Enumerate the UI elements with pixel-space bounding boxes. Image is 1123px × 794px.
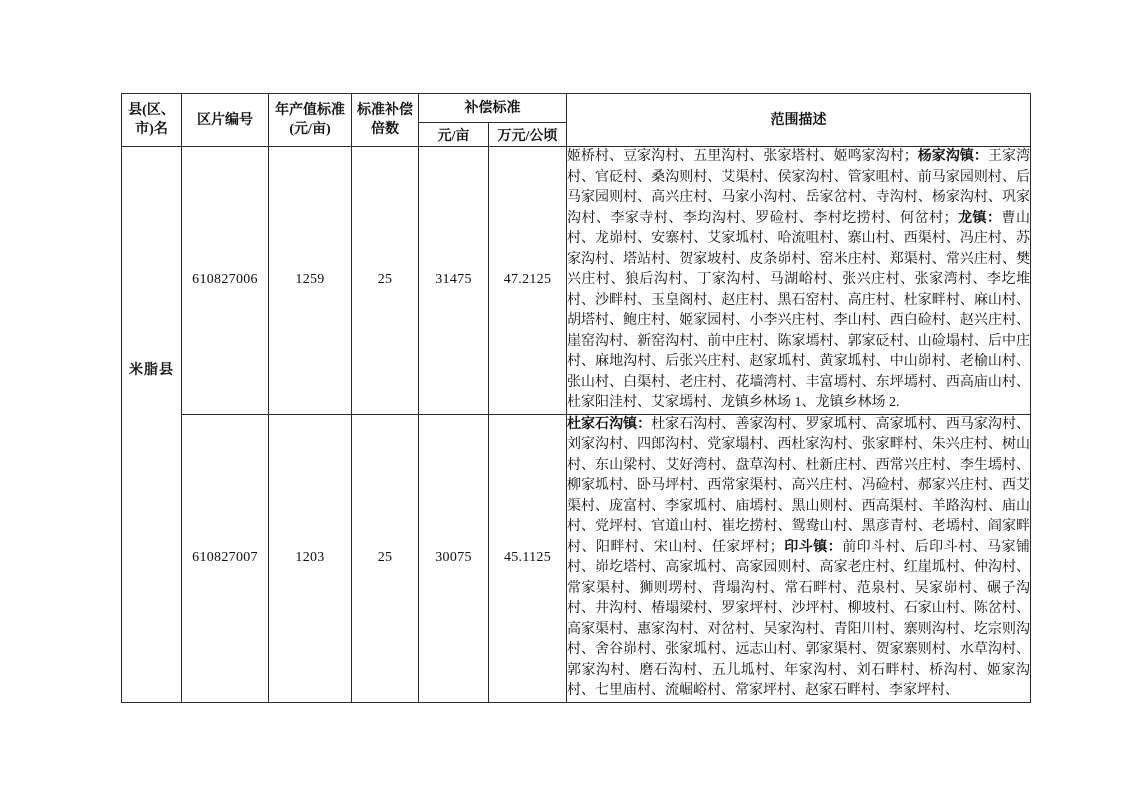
comp-yuan-mu-cell: 31475 (419, 147, 489, 415)
multiplier-cell: 25 (352, 414, 419, 702)
scope-description: 姬桥村、豆家沟村、五里沟村、张家塔村、姬鸣家沟村；杨家沟镇：王家湾村、官砭村、桑沟则村、艾渠村、侯家沟村、管家咀村、前马家园则村、后马家园则村、高兴庄村、马家小沟村、岳家岔村、寺沟村、杨家沟村、巩家沟村、李家寺村、李均沟村、罗硷村、李村圪捞村、何岔村；龙镇：曹山村、龙峁村、安寨村、艾家坬村、哈流咀村、寨山村、西渠村、冯庄村、苏家沟村、塔站村、贺家坡村、皮条峁村、窑米庄村、郑渠村、常兴庄村、樊兴庄村、狼后沟村、丁家沟村、马湖峪村、张兴庄村、张家湾村、李圪堆村、沙畔村、玉皇阁村、赵庄村、黑石窑村、高庄村、杜家畔村、麻山村、胡塔村、鲍庄村、姬家园村、小李兴庄村、李山村、西白硷村、赵兴庄村、崖窑沟村、新窑沟村、前中庄村、陈家墕村、郭家砭村、山硷塌村、后中庄村、麻地沟村、后张兴庄村、赵家坬村、黄家坬村、中山峁村、老榆山村、张山村、白渠村、老庄村、花墙湾村、丰富墕村、东坪墕村、西高庙山村、杜家阳洼村、艾家墕村、龙镇乡林场 1、龙镇乡林场 2. (567, 147, 1031, 415)
table-row (122, 147, 1031, 415)
county-name: 米脂县 (129, 362, 174, 378)
county-cell (122, 147, 182, 703)
header-zone-code: 区片编号 (182, 94, 269, 147)
header-yuan-per-mu: 元/亩 (419, 123, 489, 147)
header-compensation: 补偿标准 (419, 94, 567, 123)
comp-wanyuan-hectare-cell: 47.2125 (489, 147, 567, 415)
multiplier-cell: 25 (352, 147, 419, 415)
header-wanyuan-per-hectare: 万元/公顷 (489, 123, 567, 147)
zone-code-cell: 610827007 (182, 414, 269, 702)
table-row (122, 414, 1031, 702)
annual-value-cell: 1203 (269, 414, 352, 702)
header-multiplier: 标准补偿倍数 (352, 94, 419, 147)
comp-wanyuan-hectare-cell: 45.1125 (489, 414, 567, 702)
header-county: 县(区、市)名 (122, 94, 182, 147)
annual-value-cell: 1259 (269, 147, 352, 415)
compensation-standard-table (121, 93, 1031, 703)
scope-description: 杜家石沟镇：杜家石沟村、善家沟村、罗家坬村、高家坬村、西马家沟村、刘家沟村、四郎沟村、党家塌村、西杜家沟村、张家畔村、朱兴庄村、树山村、东山梁村、艾好湾村、盘草沟村、杜新庄村、西常兴庄村、李生墕村、柳家坬村、卧马坪村、西常家渠村、高兴庄村、冯硷村、郝家兴庄村、西艾渠村、庞富村、李家坬村、庙墕村、黑山则村、西高渠村、羊路沟村、庙山村、党坪村、官道山村、崔圪捞村、鸳鸯山村、黑彦青村、老墕村、阎家畔村、阳畔村、宋山村、任家坪村；印斗镇：前印斗村、后印斗村、马家铺村、峁圪塔村、高家坬村、高家园则村、高家老庄村、红崖坬村、仲沟村、常家渠村、狮则塄村、背塌沟村、常石畔村、范泉村、吴家峁村、碾子沟村、井沟村、椿塌梁村、罗家坪村、沙坪村、柳坡村、石家山村、陈岔村、高家渠村、惠家沟村、对岔村、吴家沟村、青阳川村、寨则沟村、圪宗则沟村、舍谷峁村、张家坬村、远志山村、郭家渠村、贺家寨则村、水草沟村、郭家沟村、磨石沟村、五儿坬村、年家沟村、刘石畔村、桥沟村、姬家沟村、七里庙村、流崛峪村、常家坪村、赵家石畔村、李家坪村、 (567, 414, 1031, 702)
header-annual-value: 年产值标准(元/亩) (269, 94, 352, 147)
header-scope: 范围描述 (567, 94, 1031, 147)
comp-yuan-mu-cell: 30075 (419, 414, 489, 702)
zone-code-cell: 610827006 (182, 147, 269, 415)
